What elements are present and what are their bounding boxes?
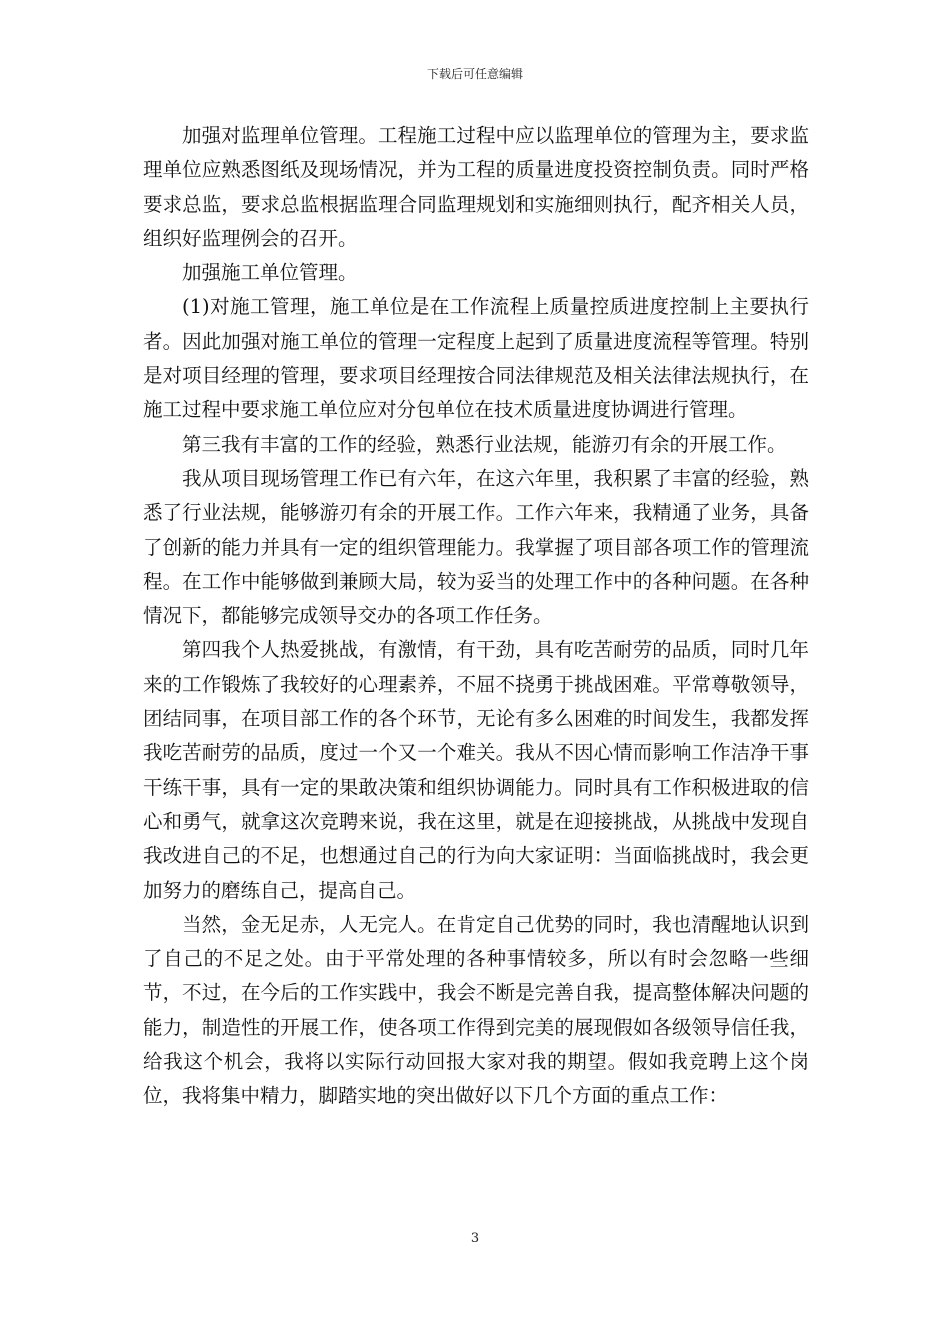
paragraph-fourth-point: 第四我个人热爱挑战，有激情，有干劲，具有吃苦耐劳的品质，同时几年来的工作锻炼了我较好的心理素养，不屈不挠勇于挑战困难。平常尊敬领导，团结同事，在项目部工作的各个环节，无论有多么困难的时间发生，我都发挥我吃苦耐劳的品质，度过一个又一个难关。我从不因心情而影响工作洁净干事干练干事，具有一定的果敢决策和组织协调能力。同时具有工作积极进取的信心和勇气，就拿这次竞聘来说，我在这里，就是在迎接挑战，从挑战中发现自我改进自己的不足，也想通过自己的行为向大家证明：当面临挑战时，我会更加努力的磨练自己，提高自己。 bbox=[143, 638, 809, 902]
document-body bbox=[143, 119, 809, 1114]
paragraph-shortcomings: 当然，金无足赤，人无完人。在肯定自己优势的同时，我也清醒地认识到了自己的不足之处。由于平常处理的各种事情较多，所以有时会忽略一些细节，不过，在今后的工作实践中，我会不断是完善自我，提高整体解决问题的能力，制造性的开展工作，使各项工作得到完美的展现假如各级领导信任我，给我这个机会，我将以实际行动回报大家对我的期望。假如我竞聘上这个岗位，我将集中精力，脚踏实地的突出做好以下几个方面的重点工作： bbox=[143, 912, 809, 1108]
paragraph-third-point: 第三我有丰富的工作的经验，熟悉行业法规，能游刃有余的开展工作。 bbox=[182, 432, 787, 456]
paragraph-supervision-management: 加强对监理单位管理。工程施工过程中应以监理单位的管理为主，要求监理单位应熟悉图纸及现场情况，并为工程的质量进度投资控制负责。同时严格要求总监，要求总监根据监理合同监理规划和实施细则执行，配齐相关人员，组织好监理例会的召开。 bbox=[143, 124, 809, 250]
paragraph-construction-management: (1)对施工管理，施工单位是在工作流程上质量控质进度控制上主要执行者。因此加强对施工单位的管理一定程度上起到了质量进度流程等管理。特别是对项目经理的管理，要求项目经理按合同法律规范及相关法律法规执行，在施工过程中要求施工单位应对分包单位在技术质量进度协调进行管理。 bbox=[143, 295, 809, 422]
page-number: 3 bbox=[470, 1231, 480, 1246]
paragraph-experience: 我从项目现场管理工作已有六年，在这六年里，我积累了丰富的经验，熟悉了行业法规，能够游刃有余的开展工作。工作六年来，我精通了业务，具备了创新的能力并具有一定的组织管理能力。我掌握了项目部各项工作的管理流程。在工作中能够做到兼顾大局，较为妥当的处理工作中的各种问题。在各种情况下，都能够完成领导交办的各项工作任务。 bbox=[143, 466, 809, 628]
page-header: 下载后可任意编辑 bbox=[426, 67, 523, 81]
paragraph-construction-heading: 加强施工单位管理。 bbox=[182, 261, 358, 285]
